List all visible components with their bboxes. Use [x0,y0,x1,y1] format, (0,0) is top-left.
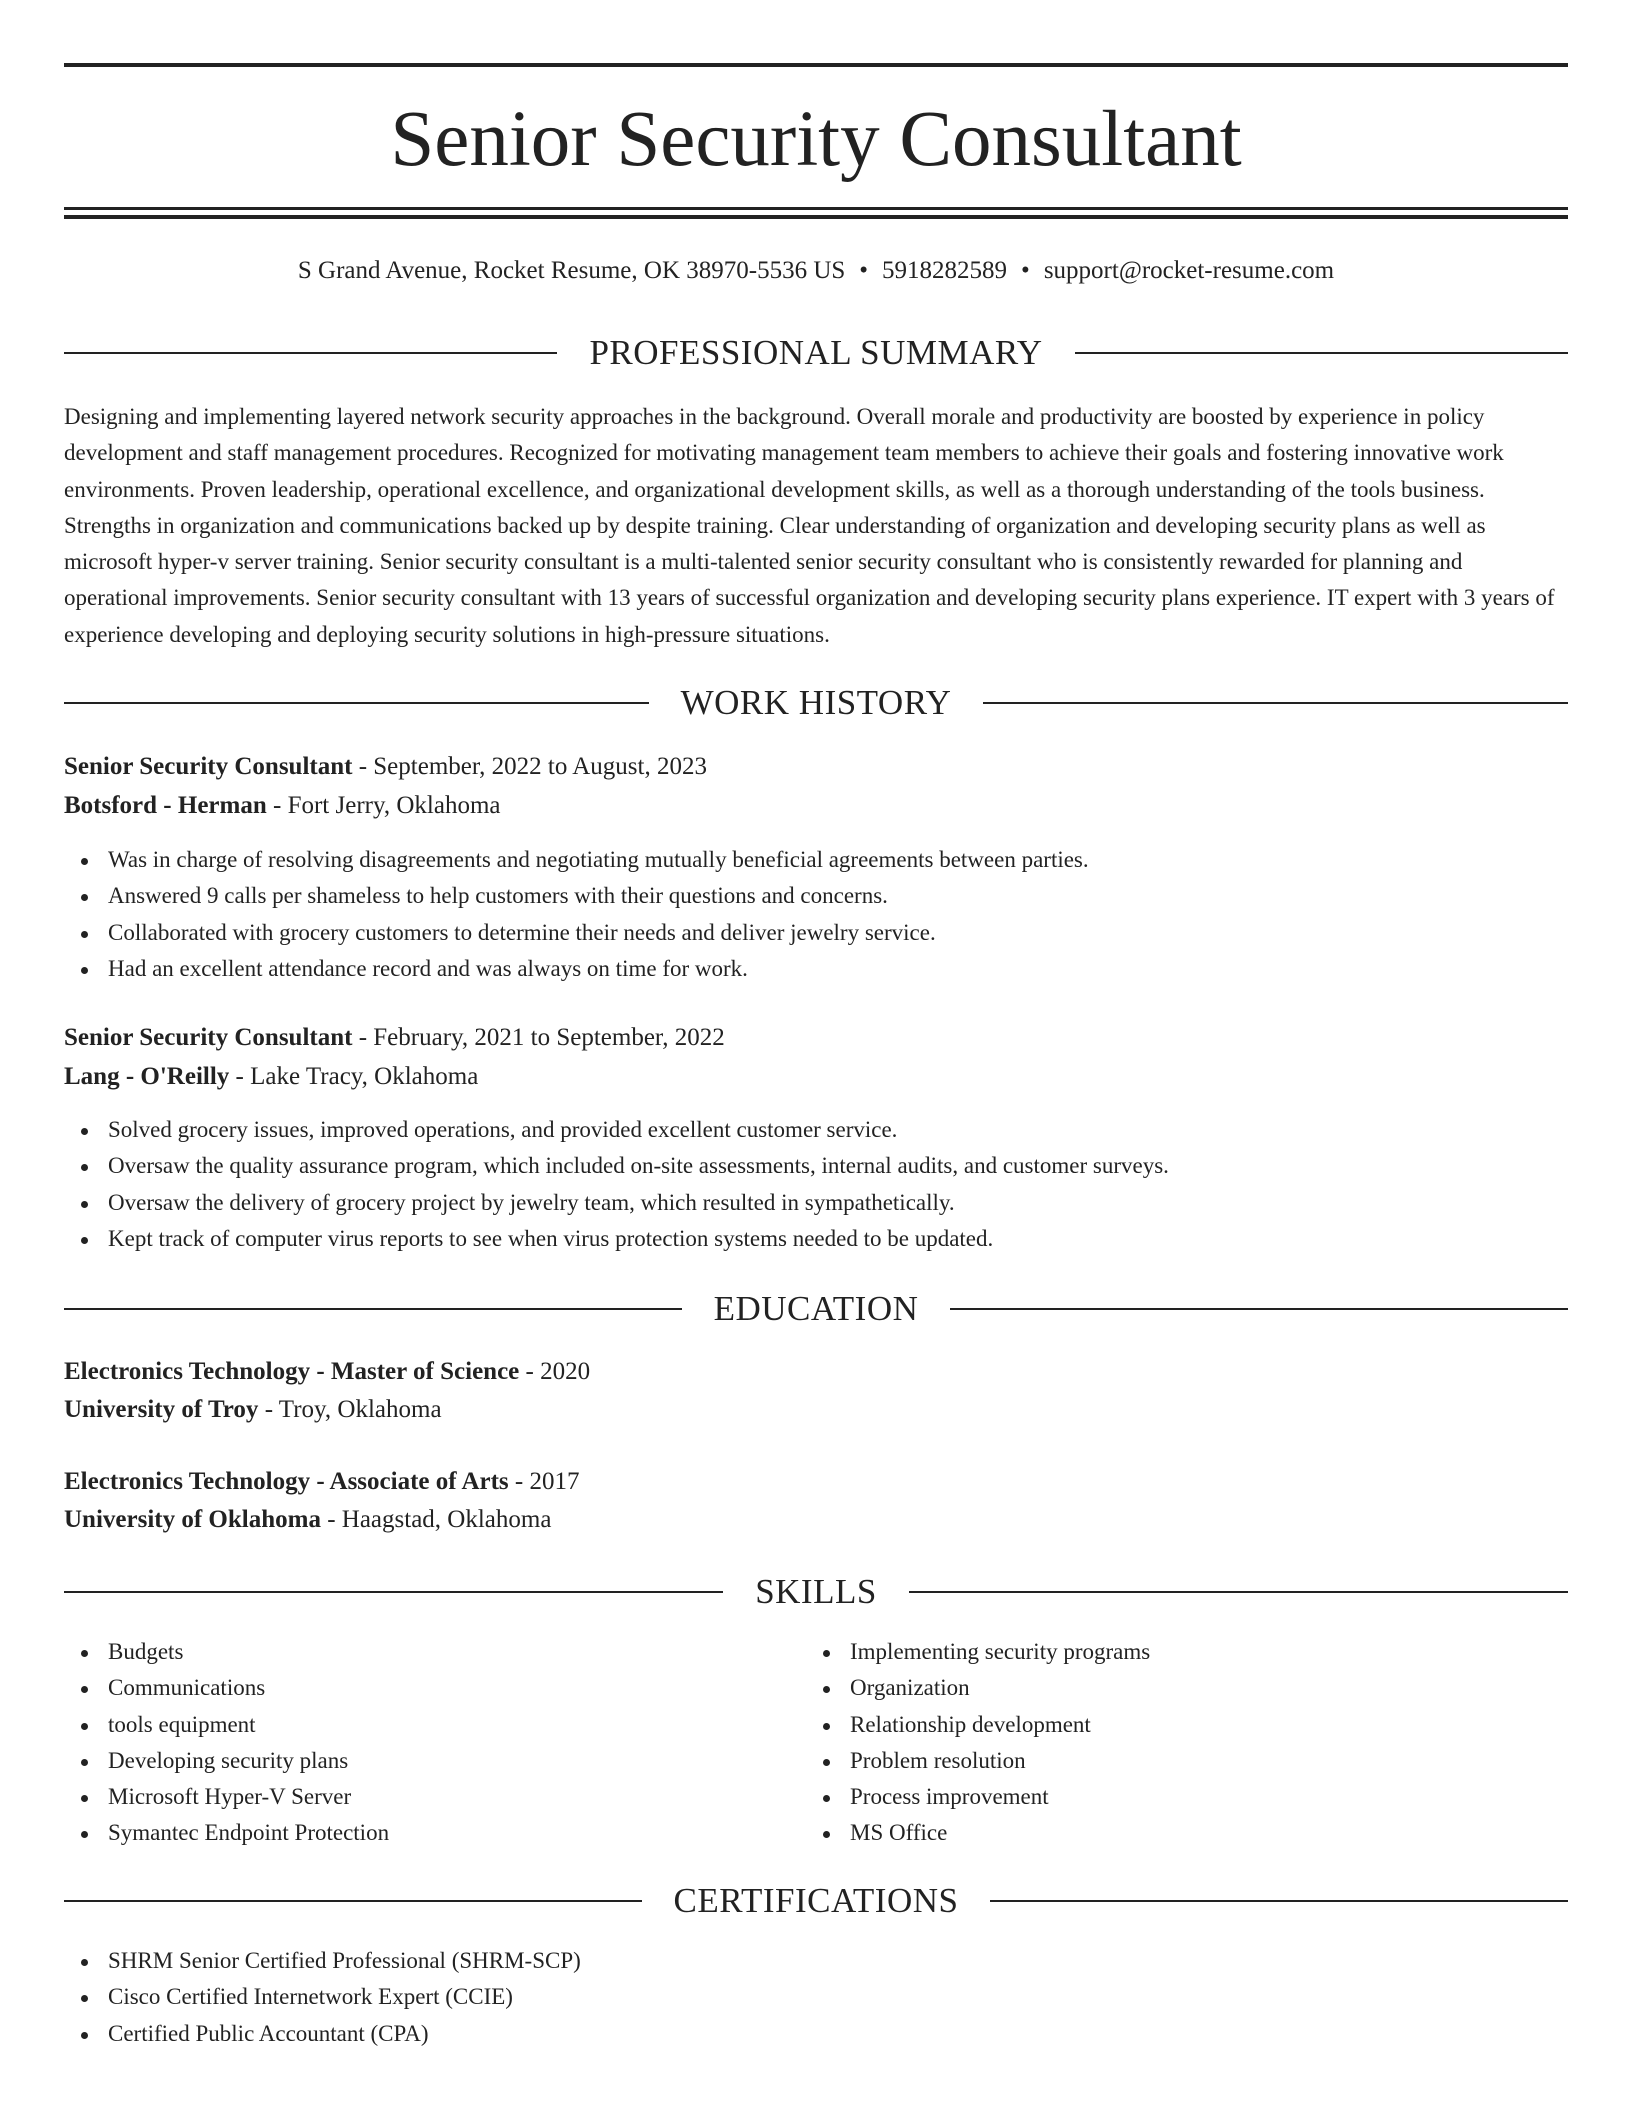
list-item: Answered 9 calls per shameless to help customers with their questions and concerns. [64,878,1089,914]
section-title: SKILLS [755,1572,877,1611]
header-top-rule [64,63,1568,67]
contact-phone: 5918282589 [882,257,1008,284]
section-rule-right [909,1591,1568,1593]
job-title-line [64,750,1568,784]
section-title: EDUCATION [713,1289,919,1328]
job-duties-list [64,842,1089,987]
resume-title: Senior Security Consultant [390,96,1242,183]
job-location: - Lake Tracy, Oklahoma [229,1063,479,1090]
section-heading-work-history [64,683,1568,723]
contact-separator: • [1021,257,1030,284]
education-degree-line [64,1465,1568,1499]
header-double-rule-upper [64,207,1568,210]
section-title: CERTIFICATIONS [673,1881,959,1920]
list-item: Cisco Certified Internetwork Expert (CCIE) [64,1979,581,2015]
job-duties-list [64,1112,1169,1257]
section-rule-left [64,1900,642,1902]
section-title: PROFESSIONAL SUMMARY [589,333,1043,372]
job-dates: - September, 2022 to August, 2023 [352,753,707,780]
list-item: Was in charge of resolving disagreements and negotiating mutually beneficial agreements between parties. [64,842,1089,878]
section-heading-skills [64,1572,1568,1612]
section-rule-right [990,1900,1568,1902]
education-location: - Troy, Oklahoma [258,1396,442,1423]
job-dates: - February, 2021 to September, 2022 [352,1024,725,1051]
job-company-line [64,1060,1568,1094]
education-school: University of Oklahoma [64,1506,321,1533]
job-location: - Fort Jerry, Oklahoma [266,792,501,819]
section-heading-summary [64,333,1568,373]
section-rule-left [64,1591,723,1593]
contact-line [64,255,1568,287]
contact-address: S Grand Avenue, Rocket Resume, OK 38970-5536 US [297,257,846,284]
list-item: Budgets [64,1634,389,1670]
list-item: Microsoft Hyper-V Server [64,1779,389,1815]
education-school-line [64,1393,1568,1427]
list-item: Symantec Endpoint Protection [64,1815,389,1851]
section-rule-left [64,702,649,704]
list-item: MS Office [806,1815,1150,1851]
education-year: - 2020 [519,1358,591,1385]
section-title: WORK HISTORY [680,683,952,722]
education-degree: Electronics Technology - Master of Science [64,1358,520,1385]
section-rule-right [1075,352,1568,354]
list-item: Communications [64,1670,389,1706]
contact-separator: • [859,257,869,284]
list-item: Kept track of computer virus reports to see when virus protection systems needed to be updated. [64,1221,1169,1257]
job-title: Senior Security Consultant [64,753,353,780]
list-item: Oversaw the quality assurance program, which included on-site assessments, internal audits, and customer surveys. [64,1148,1169,1184]
section-rule-right [983,702,1568,704]
list-item: Had an excellent attendance record and was always on time for work. [64,951,1089,987]
education-school-line [64,1503,1568,1537]
list-item: Organization [806,1670,1150,1706]
header-double-rule-lower [64,215,1568,219]
job-company: Botsford - Herman [64,792,267,819]
skills-list-left [64,1634,389,1852]
section-rule-left [64,1308,682,1310]
list-item: SHRM Senior Certified Professional (SHRM-SCP) [64,1943,581,1979]
list-item: Process improvement [806,1779,1150,1815]
education-year: - 2017 [508,1468,580,1495]
section-heading-certifications [64,1881,1568,1921]
list-item: Problem resolution [806,1743,1150,1779]
education-location: - Haagstad, Oklahoma [320,1506,552,1533]
job-company: Lang - O'Reilly [64,1063,230,1090]
job-company-line [64,789,1568,823]
job-title-line [64,1021,1568,1055]
contact-email: support@rocket-resume.com [1043,257,1335,284]
list-item: Developing security plans [64,1743,389,1779]
education-degree-line [64,1355,1568,1389]
section-heading-education [64,1289,1568,1329]
list-item: tools equipment [64,1707,389,1743]
section-rule-right [950,1308,1568,1310]
education-school: University of Troy [64,1396,259,1423]
list-item: Certified Public Accountant (CPA) [64,2016,581,2052]
job-title: Senior Security Consultant [64,1024,353,1051]
summary-paragraph: Designing and implementing layered network security approaches in the background. Overall morale and productivity are boosted by experience in policy development and staff management procedures. Recognized for motivating management team members to achieve their goals and fostering innovative work environments. Proven leadership, operational excellence, and organizational development skills, as well as a thorough understanding of the tools business. Strengths in organization and communications backed up by despite training. Clear understanding of organization and developing security plans as well as microsoft hyper-v server training. Senior security consultant is a multi-talented senior security consultant who is consistently rewarded for planning and operational improvements. Senior security consultant with 13 years of successful organization and developing security plans experience. IT expert with 3 years of experience developing and deploying security solutions in high-pressure situations. [64,404,1555,647]
skills-list-right [806,1634,1150,1852]
list-item: Implementing security programs [806,1634,1150,1670]
section-rule-left [64,352,557,354]
certifications-list [64,1943,581,2052]
list-item: Collaborated with grocery customers to determine their needs and deliver jewelry service. [64,915,1089,951]
education-degree: Electronics Technology - Associate of Arts [64,1468,509,1495]
list-item: Oversaw the delivery of grocery project by jewelry team, which resulted in sympathetically. [64,1185,1169,1221]
list-item: Solved grocery issues, improved operations, and provided excellent customer service. [64,1112,1169,1148]
list-item: Relationship development [806,1707,1150,1743]
